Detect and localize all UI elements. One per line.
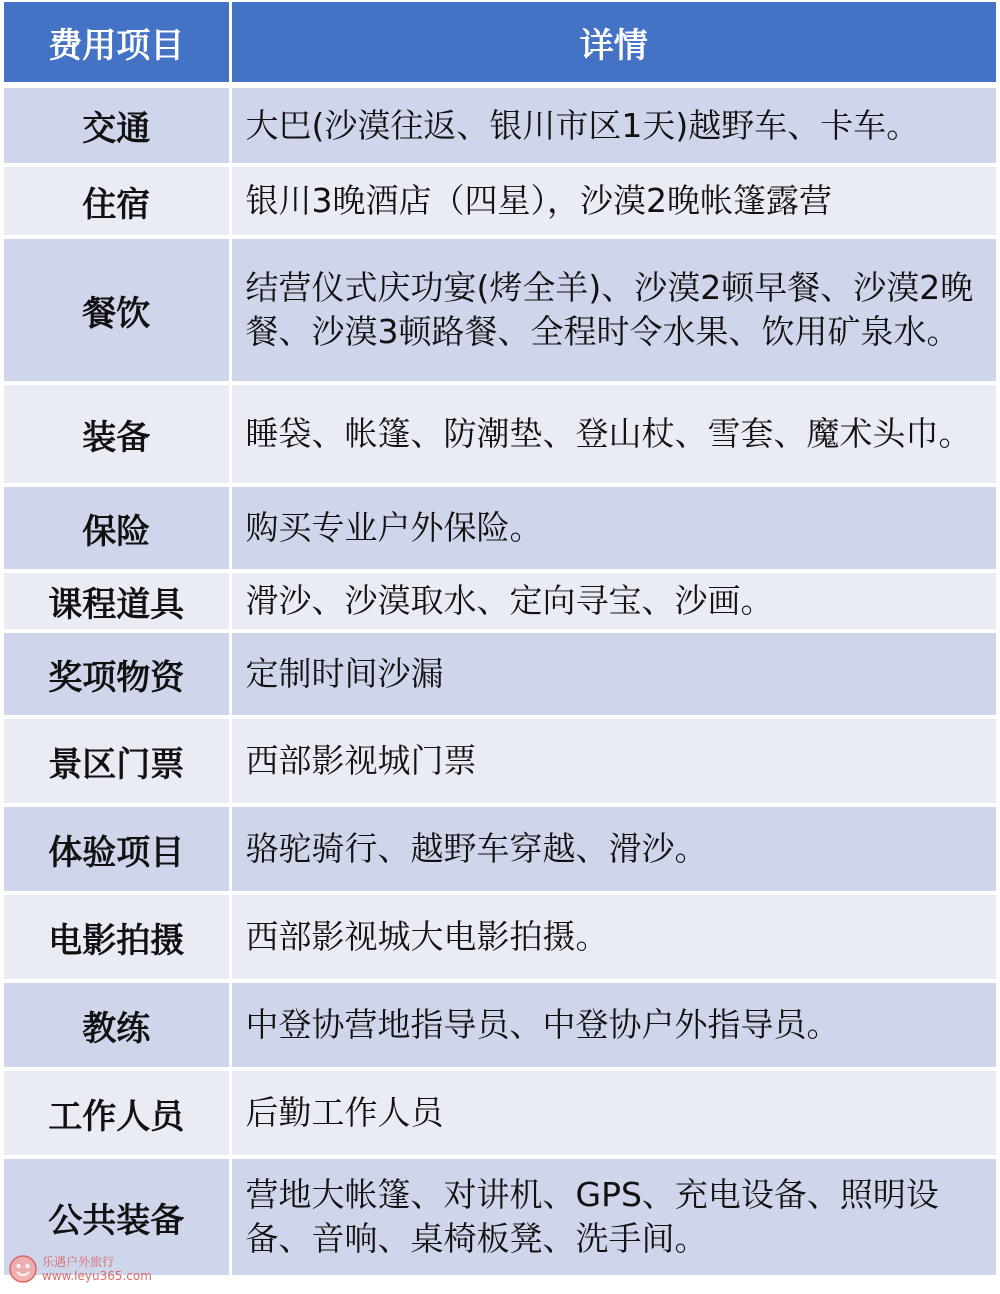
row-detail: 购买专业户外保险。 xyxy=(230,485,996,571)
header-detail: 详情 xyxy=(230,2,996,85)
row-detail: 睡袋、帐篷、防潮垫、登山杖、雪套、魔术头巾。 xyxy=(230,383,996,485)
row-item: 体验项目 xyxy=(4,805,230,893)
table-row xyxy=(4,631,996,717)
row-item: 保险 xyxy=(4,485,230,571)
smiley-logo-icon xyxy=(8,1254,38,1284)
table-row xyxy=(4,1157,996,1277)
row-item: 景区门票 xyxy=(4,717,230,805)
header-item: 费用项目 xyxy=(4,2,230,85)
row-item: 电影拍摄 xyxy=(4,893,230,981)
row-detail: 定制时间沙漏 xyxy=(230,631,996,717)
row-detail: 大巴(沙漠往返、银川市区1天)越野车、卡车。 xyxy=(230,85,996,165)
table-row xyxy=(4,981,996,1069)
row-item: 公共装备 xyxy=(4,1157,230,1277)
header-row xyxy=(4,2,996,85)
table-row xyxy=(4,1069,996,1157)
cost-table xyxy=(4,2,996,1279)
row-item: 住宿 xyxy=(4,165,230,237)
table-row xyxy=(4,717,996,805)
table-row xyxy=(4,85,996,165)
row-detail: 银川3晚酒店（四星），沙漠2晚帐篷露营 xyxy=(230,165,996,237)
row-detail: 骆驼骑行、越野车穿越、滑沙。 xyxy=(230,805,996,893)
row-item: 奖项物资 xyxy=(4,631,230,717)
row-item: 装备 xyxy=(4,383,230,485)
row-detail: 营地大帐篷、对讲机、GPS、充电设备、照明设备、音响、桌椅板凳、洗手间。 xyxy=(230,1157,996,1277)
row-item: 工作人员 xyxy=(4,1069,230,1157)
row-item: 课程道具 xyxy=(4,571,230,631)
row-detail: 后勤工作人员 xyxy=(230,1069,996,1157)
row-detail: 结营仪式庆功宴(烤全羊)、沙漠2顿早餐、沙漠2晚餐、沙漠3顿路餐、全程时令水果、饮用矿泉水。 xyxy=(230,237,996,383)
row-detail: 中登协营地指导员、中登协户外指导员。 xyxy=(230,981,996,1069)
row-detail: 西部影视城门票 xyxy=(230,717,996,805)
table-row xyxy=(4,571,996,631)
row-detail: 滑沙、沙漠取水、定向寻宝、沙画。 xyxy=(230,571,996,631)
watermark-text xyxy=(42,1255,152,1283)
table-row xyxy=(4,237,996,383)
row-detail: 西部影视城大电影拍摄。 xyxy=(230,893,996,981)
watermark xyxy=(8,1252,152,1286)
table-row xyxy=(4,805,996,893)
table-row xyxy=(4,893,996,981)
watermark-url: www.leyu365.com xyxy=(42,1269,152,1283)
watermark-brand: 乐遇户外旅行 xyxy=(42,1255,115,1269)
table-row xyxy=(4,383,996,485)
table-row xyxy=(4,485,996,571)
row-item: 餐饮 xyxy=(4,237,230,383)
row-item: 教练 xyxy=(4,981,230,1069)
table-row xyxy=(4,165,996,237)
row-item: 交通 xyxy=(4,85,230,165)
